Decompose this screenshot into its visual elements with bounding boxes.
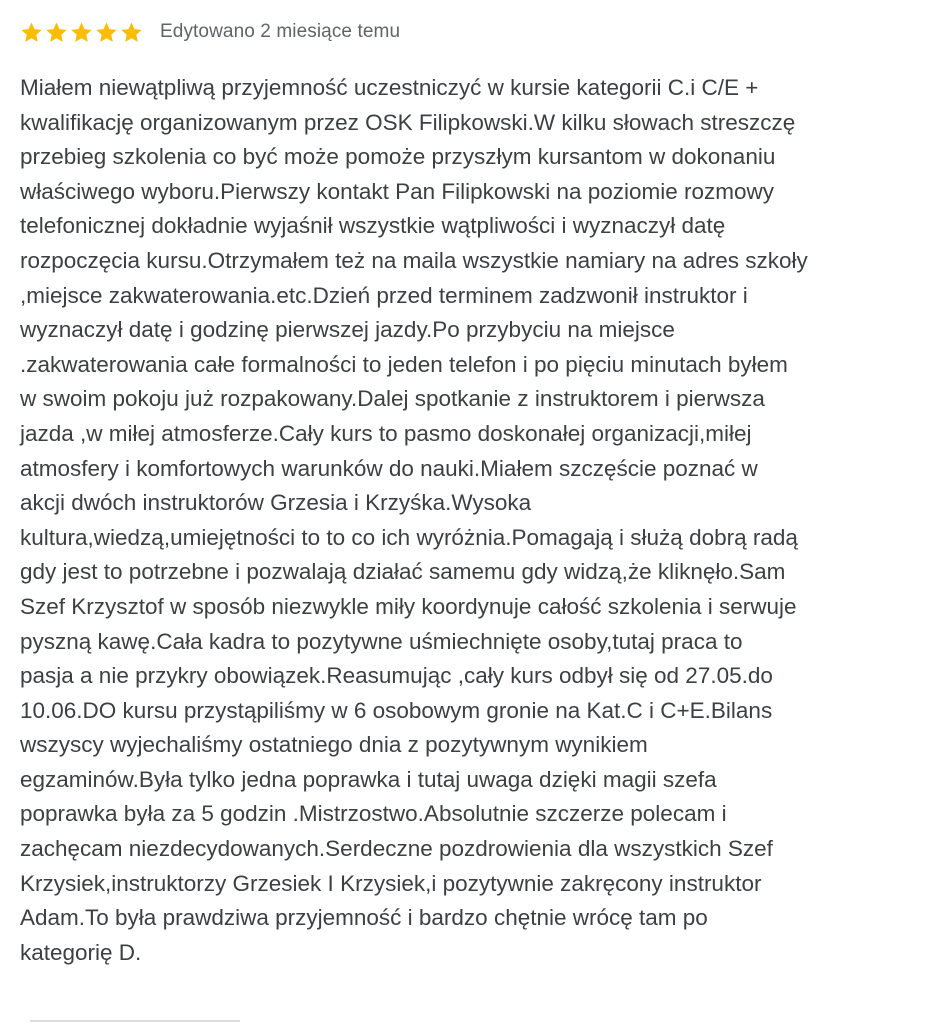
divider [30,1020,240,1022]
review-text-line: właściwego wyboru.Pierwszy kontakt Pan Filipkowski na poziomie rozmowy [20,178,775,204]
review-text-line: wyznaczył datę i godzinę pierwszej jazdy.Po przybyciu na miejsce [20,317,675,343]
review-text-line: kategorię D. [20,939,142,965]
review-text-line: pyszną kawę.Cała kadra to pozytywne uśmiechnięte osoby,tutaj praca to [20,628,743,654]
review-text-line: .zakwaterowania całe formalności to jeden telefon i po pięciu minutach byłem [20,351,788,377]
review-text-line: przebieg szkolenia co być może pomoże przyszłym kursantom w dokonaniu [20,144,776,170]
star-icon [120,21,143,44]
review-text-line: akcji dwóch instruktorów Grzesia i Krzyśka.Wysoka [20,490,532,516]
star-icon [45,21,68,44]
review-text-line: kwalifikację organizowanym przez OSK Filipkowski.W kilku słowach streszczę [20,109,796,135]
review-text-line: Adam.To była prawdziwa przyjemność i bardzo chętnie wrócę tam po [20,905,708,931]
review-text-line: rozpoczęcia kursu.Otrzymałem też na maila wszystkie namiary na adres szkoły [20,247,808,273]
review-text-line: poprawka była za 5 godzin .Mistrzostwo.Absolutnie szczerze polecam i [20,801,727,827]
star-icon [20,21,43,44]
review-text-line: zachęcam niezdecydowanych.Serdeczne pozdrowienia dla wszystkich Szef [20,836,773,862]
star-rating [20,21,143,44]
review-text-line: wszyscy wyjechaliśmy ostatniego dnia z pozytywnym wynikiem [20,732,648,758]
review-text-line: ,miejsce zakwaterowania.etc.Dzień przed terminem zadzwonił instruktor i [20,282,748,308]
review-text-line: jazda ,w miłej atmosferze.Cały kurs to pasmo doskonałej organizacji,miłej [20,420,752,446]
review-text-line: Krzysiek,instruktorzy Grzesiek I Krzysiek,i pozytywnie zakręcony instruktor [20,870,762,896]
review-text-line: gdy jest to potrzebne i pozwalają działać samemu gdy widzą,że kliknęło.Sam [20,559,786,585]
review-text-line: atmosfery i komfortowych warunków do nauki.Miałem szczęście poznać w [20,455,758,481]
star-icon [70,21,93,44]
review-header [20,14,920,50]
review-text-line: kultura,wiedzą,umiejętności to to co ich wyróżnia.Pomagają i służą dobrą radą [20,524,798,550]
review-text-line: Miałem niewątpliwą przyjemność uczestniczyć w kursie kategorii C.i C/E + [20,75,759,100]
review-text-line: w swoim pokoju już rozpakowany.Dalej spotkanie z instruktorem i pierwsza [20,386,765,412]
star-icon [95,21,118,44]
review-text-line: 10.06.DO kursu przystąpiliśmy w 6 osobowym gronie na Kat.C i C+E.Bilans [20,697,773,723]
edited-timestamp: Edytowano 2 miesiące temu [160,21,401,42]
review-text-line: telefonicznej dokładnie wyjaśnił wszystkie wątpliwości i wyznaczył datę [20,213,726,239]
review-text [20,71,920,970]
review-card [20,14,920,970]
review-text-line: Szef Krzysztof w sposób niezwykle miły koordynuje całość szkolenia i serwuje [20,593,797,619]
review-text-line: egzaminów.Była tylko jedna poprawka i tutaj uwaga dzięki magii szefa [20,766,717,792]
review-text-line: pasja a nie przykry obowiązek.Reasumując ,cały kurs odbył się od 27.05.do [20,663,773,689]
